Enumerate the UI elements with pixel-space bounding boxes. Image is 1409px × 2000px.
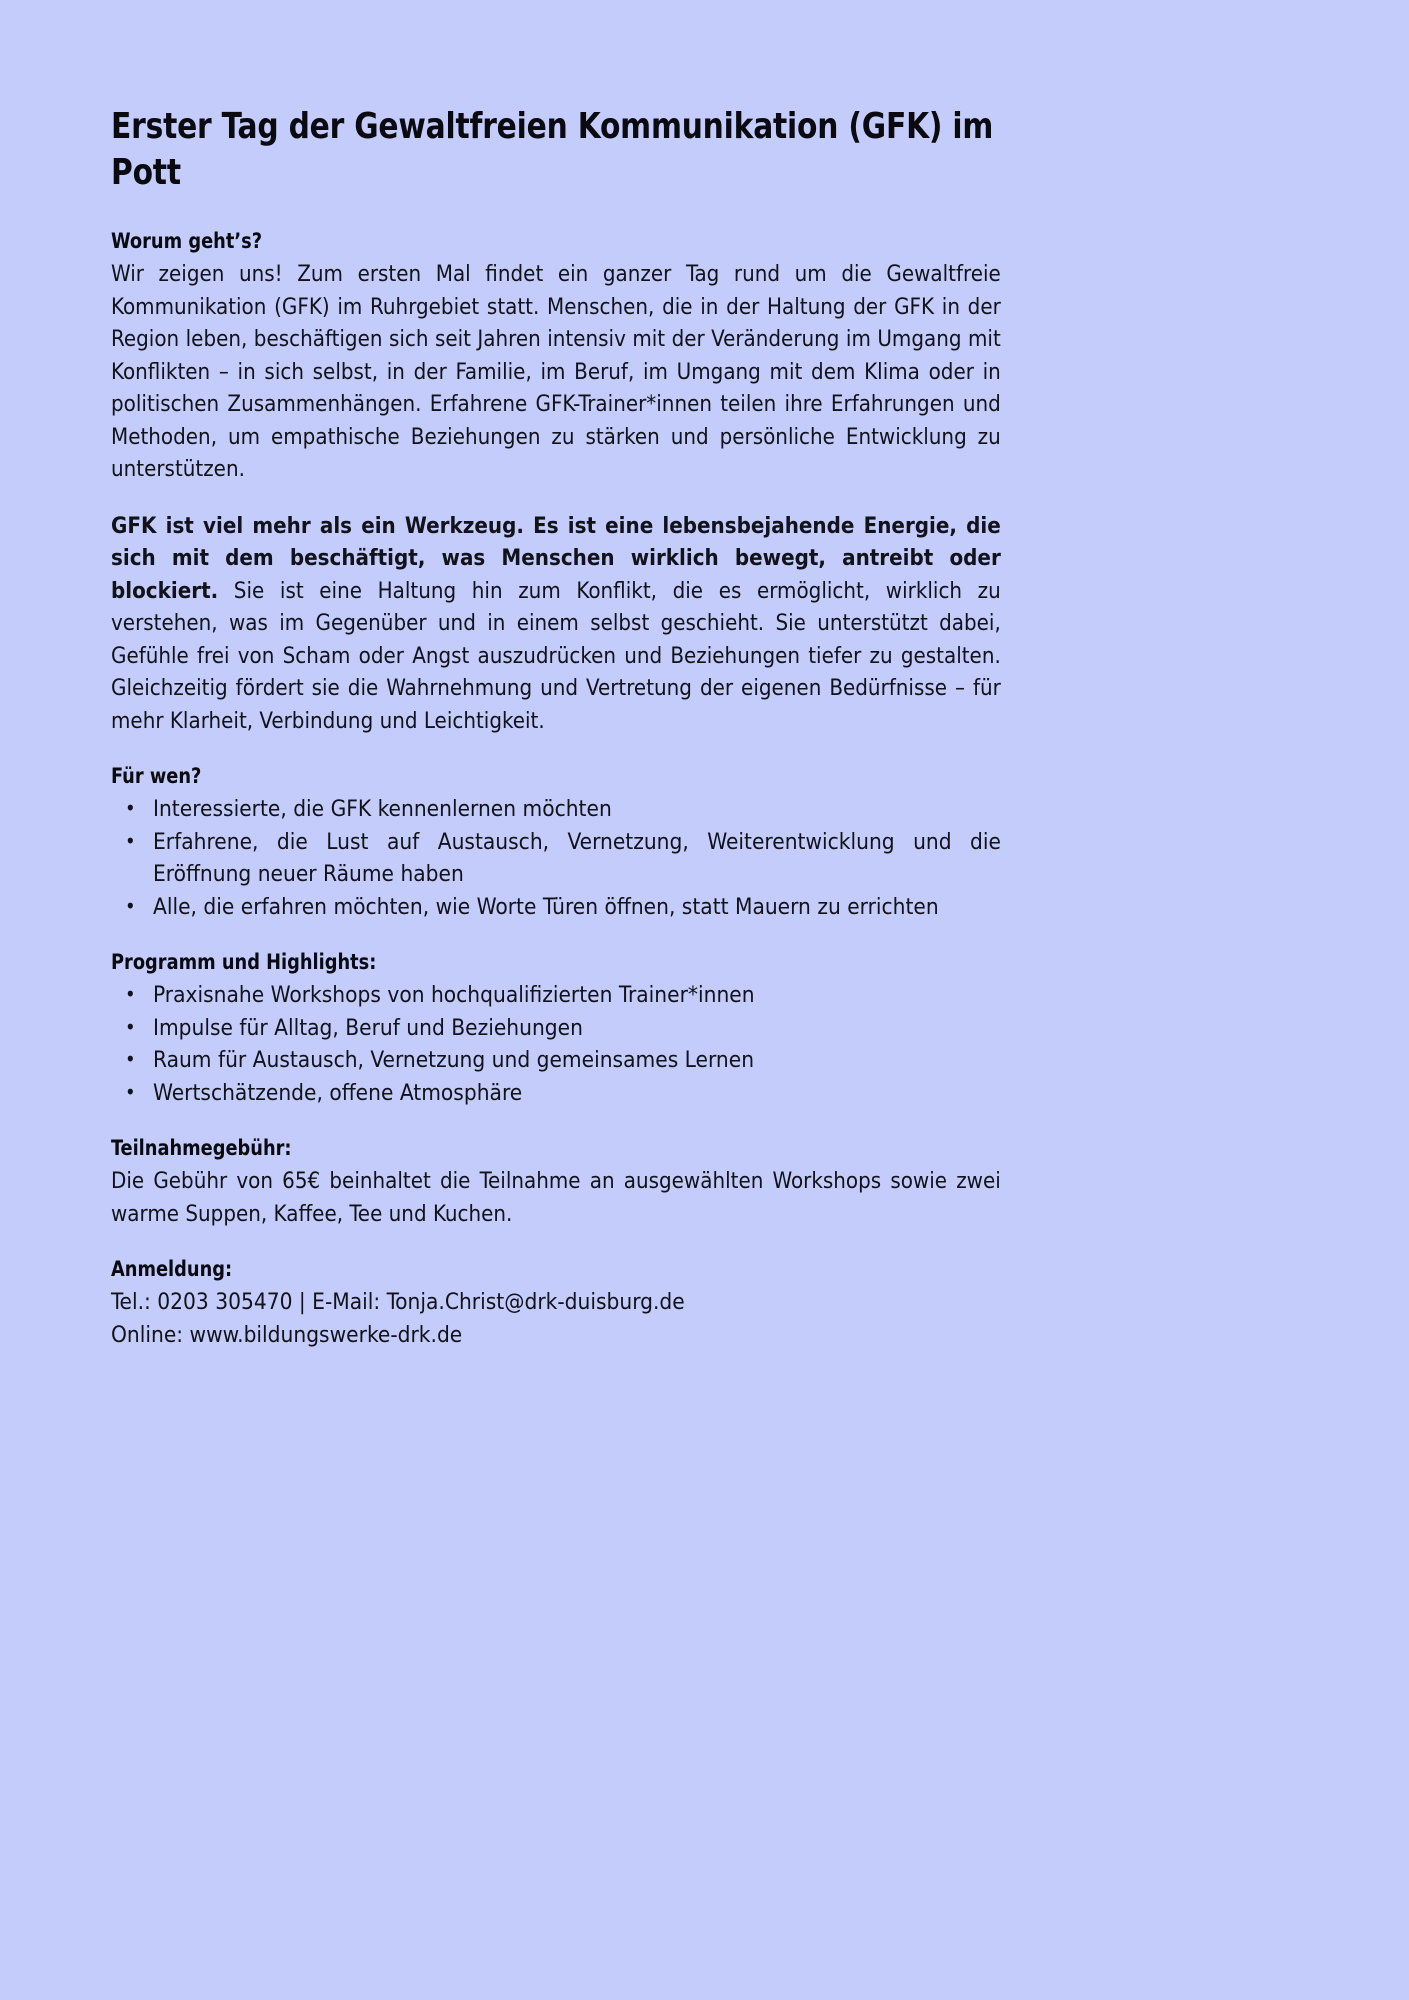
- section-heading-programm-highlights: Programm und Highlights:: [111, 950, 377, 975]
- list-item: • Praxisnahe Workshops von hochqualifizierten Trainer*innen: [111, 979, 1001, 1012]
- section-heading-anmeldung: Anmeldung:: [111, 1257, 233, 1282]
- contact-online-website: Online: www.bildungswerke-drk.de: [111, 1321, 463, 1348]
- section-heading-teilnahmegebuehr: Teilnahmegebühr:: [111, 1136, 292, 1161]
- paragraph-werkzeug-rest: Sie ist eine Haltung hin zum Konflikt, die es ermöglicht, wirklich zu verstehen, was im Gegenüber und in einem selbst geschieht. Sie unterstützt dabei, Gefühle frei von Scham oder Angst auszudrücken und Beziehungen tiefer zu gestalten. Gleichzeitig fördert sie die Wahrnehmung und Vertretung der eigenen Bedürfnisse – für mehr Klarheit, Verbindung und Leichtigkeit.: [111, 577, 1001, 734]
- list-item: • Wertschätzende, offene Atmosphäre: [111, 1077, 1001, 1110]
- paragraph-teilnahmegebuehr: Die Gebühr von 65€ beinhaltet die Teilnahme an ausgewählten Workshops sowie zwei warme Suppen, Kaffee, Tee und Kuchen.: [111, 1168, 1001, 1227]
- spacer-before-gebuehr: [111, 1109, 1001, 1133]
- spacer-before-anmeldung: [111, 1230, 1001, 1254]
- spacer-before-programm: [111, 923, 1001, 947]
- list-programm-highlights: [111, 979, 1001, 1109]
- spacer-before-werkzeug: [111, 486, 1001, 510]
- paragraph-werkzeug: [111, 510, 1001, 738]
- section-heading-fuer-wen: Für wen?: [111, 764, 202, 789]
- spacer-before-fuer-wen: [111, 737, 1001, 761]
- list-item: • Erfahrene, die Lust auf Austausch, Vernetzung, Weiterentwicklung und die Eröffnung neuer Räume haben: [111, 826, 1001, 891]
- list-item: • Interessierte, die GFK kennenlernen möchten: [111, 793, 1001, 826]
- spacer-after-title: [111, 196, 1001, 226]
- paragraph-worum-gehts: Wir zeigen uns! Zum ersten Mal findet ein ganzer Tag rund um die Gewaltfreie Kommunikation (GFK) im Ruhrgebiet statt. Menschen, die in der Haltung der GFK in der Region leben, beschäftigen sich seit Jahren intensiv mit der Veränderung im Umgang mit Konflikten – in sich selbst, in der Familie, im Beruf, im Umgang mit dem Klima oder in politischen Zusammenhängen. Erfahrene GFK-Trainer*innen teilen ihre Erfahrungen und Methoden, um empathische Beziehungen zu stärken und persönliche Entwicklung zu unterstützen.: [111, 261, 1001, 482]
- section-heading-worum-gehts: Worum geht’s?: [111, 229, 263, 254]
- list-item: • Impulse für Alltag, Beruf und Beziehungen: [111, 1012, 1001, 1045]
- list-item: • Alle, die erfahren möchten, wie Worte Türen öffnen, statt Mauern zu errichten: [111, 891, 1001, 924]
- list-item: • Raum für Austausch, Vernetzung und gemeinsames Lernen: [111, 1044, 1001, 1077]
- paragraph-werkzeug-bold-lead: GFK ist viel mehr als ein Werkzeug. Es ist eine lebensbejahende Energie, die sich mit dem beschäftigt, was Menschen wirklich bewegt, antreibt oder blockiert.: [111, 512, 1001, 604]
- flyer-content-column: [111, 0, 1001, 1351]
- contact-phone-email: Tel.: 0203 305470 | E-Mail: Tonja.Christ@drk-duisburg.de: [111, 1289, 685, 1315]
- page-title: Erster Tag der Gewaltfreien Kommunikation (GFK) im Pott: [111, 106, 994, 193]
- list-fuer-wen: [111, 793, 1001, 923]
